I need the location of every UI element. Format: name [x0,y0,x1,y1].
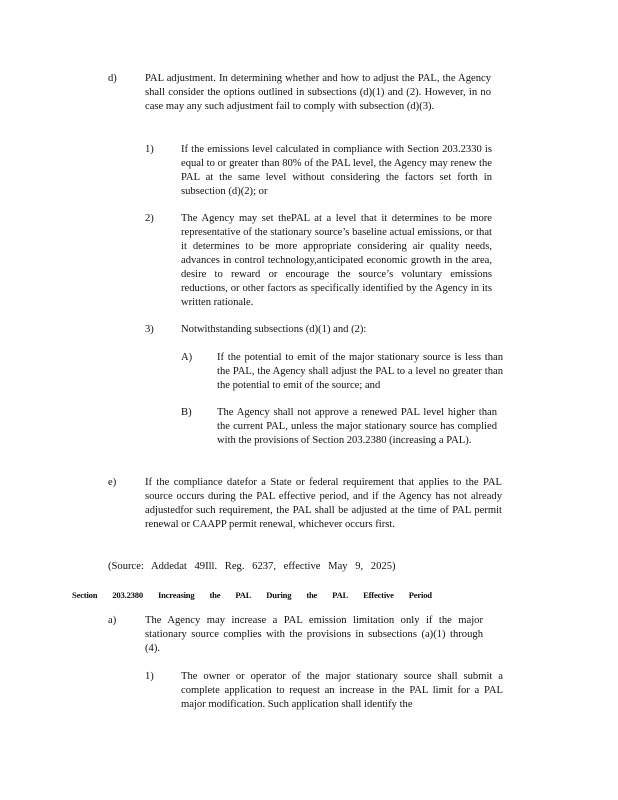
subsection-e-label: e) [108,477,117,488]
subitem-B-label: B) [181,407,192,418]
heading-word: 203.2380 [112,590,143,600]
subitem-A-text: If the potential to emit of the major stationary source is less than the PAL, the Agency shall adjust the PAL to a level no greater than the potential to emit of the source; and [217,352,503,391]
item-d1-text: If the emissions level calculated in compliance with Section 203.2330 is equal to or greater than 80% of the PAL level, the Agency may renew the PAL at the same level without considering the factors set forth in subsection (d)(2); or [181,144,492,197]
item-a1-text: The owner or operator of the major stationary source shall submit a complete application to request an increase in the PAL limit for a PAL major modification. Such application shall identify the [181,671,503,710]
heading-word: the [306,590,318,600]
heading-word: Effective [363,590,394,600]
subsection-a-text: The Agency may increase a PAL emission limitation only if the major stationary source complies with the provisions in subsections (a)(1) through (4). [145,615,483,654]
item-d2-label: 2) [145,213,154,224]
subsection-d-text: PAL adjustment. In determining whether and how to adjust the PAL, the Agency shall consider the options outlined in subsections (d)(1) and (2). However, in no case may any such adjustment fail to comply with subsection (d)(3). [145,73,491,112]
subsection-d-label: d) [108,73,117,84]
subitem-B-text: The Agency shall not approve a renewed PAL level higher than the current PAL, unless the major stationary source has complied with the provisions of Section 203.2380 (increasing a PAL). [217,407,497,446]
item-d3-text: Notwithstanding subsections (d)(1) and (2): [181,324,367,335]
item-d3-label: 3) [145,324,154,335]
heading-word: During [266,590,292,600]
section-heading [72,588,432,602]
subsection-a-label: a) [108,615,117,626]
subsection-e-text: If the compliance datefor a State or federal requirement that applies to the PAL source occurs during the PAL effective period, and if the Agency has not already adjustedfor such requirement, the PAL shall be adjusted at the time of PAL permit renewal or CAAPP permit renewal, whichever occurs first. [145,477,502,530]
heading-word: Increasing [157,590,195,600]
heading-word: PAL [332,590,349,600]
item-d2-text: The Agency may set thePAL at a level that it determines to be more representative of the stationary source’s baseline actual emissions, or that it determines to be more appropriate considering air quality needs, advances in control technology,anticipated economic growth in the area, desire to reward or encourage the source’s voluntary emissions reductions, or other factors as specifically identified by the Agency in its written rationale. [181,213,492,308]
heading-word: PAL [235,590,252,600]
item-a1-label: 1) [145,671,154,682]
heading-word: the [209,590,221,600]
source-note: (Source: Addedat 49Ill. Reg. 6237, effective May 9, 2025) [108,561,396,572]
heading-word: Period [408,590,432,600]
subitem-A-label: A) [181,352,193,363]
item-d1-label: 1) [145,144,154,155]
heading-word: Section [72,590,98,600]
